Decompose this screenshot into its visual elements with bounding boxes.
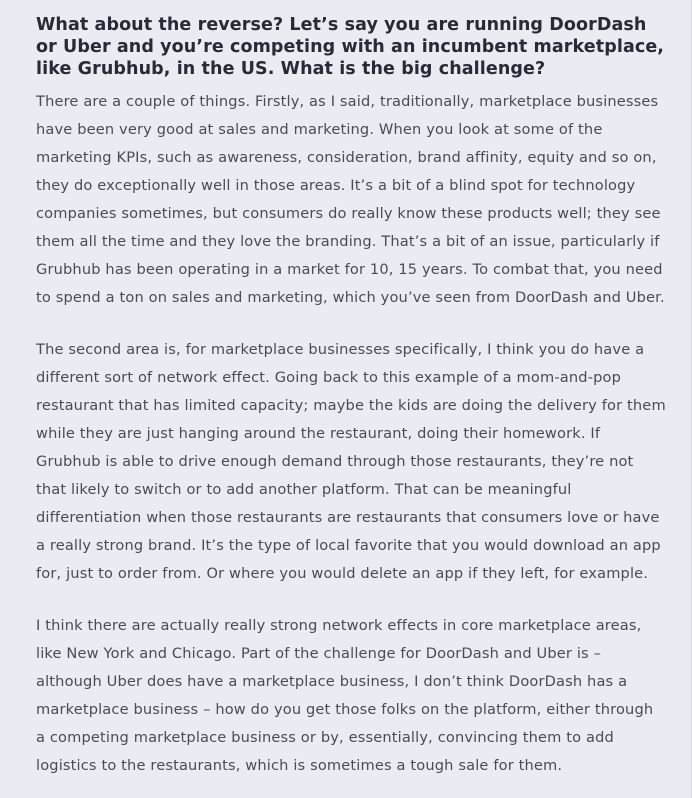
interview-question: What about the reverse? Let’s say you are running DoorDash or Uber and you’re competing with an incumbent marketplace, like Grubhub, in the US. What is the big challenge? xyxy=(36,15,665,79)
article-content xyxy=(36,14,666,780)
answer-paragraph-3: I think there are actually really strong network effects in core marketplace areas, like New York and Chicago. Part of the challenge for DoorDash and Uber is – although Uber does have a marketplace business, I don’t think DoorDash has a marketplace business – how do you get those folks on the platform, either through a competing marketplace business or by, essentially, convincing them to add logistics to the restaurants, which is sometimes a tough sale for them. xyxy=(36,617,654,774)
answer-paragraph-2: The second area is, for marketplace businesses specifically, I think you do have a different sort of network effect. Going back to this example of a mom-and-pop restaurant that has limited capacity; maybe the kids are doing the delivery for them while they are just hanging around the restaurant, doing their homework. If Grubhub is able to drive enough demand through those restaurants, they’re not that likely to switch or to add another platform. That can be meaningful differentiation when those restaurants are restaurants that consumers love or have a really strong brand. It’s the type of local favorite that you would download an app for, just to order from. Or where you would delete an app if they left, for example. xyxy=(36,341,666,582)
answer-paragraph-1: There are a couple of things. Firstly, as I said, traditionally, marketplace businesses have been very good at sales and marketing. When you look at some of the marketing KPIs, such as awareness, consideration, brand affinity, equity and so on, they do exceptionally well in those areas. It’s a bit of a blind spot for technology companies sometimes, but consumers do really know these products well; they see them all the time and they love the branding. That’s a bit of an issue, particularly if Grubhub has been operating in a market for 10, 15 years. To combat that, you need to spend a ton on sales and marketing, which you’ve seen from DoorDash and Uber. xyxy=(36,93,665,306)
